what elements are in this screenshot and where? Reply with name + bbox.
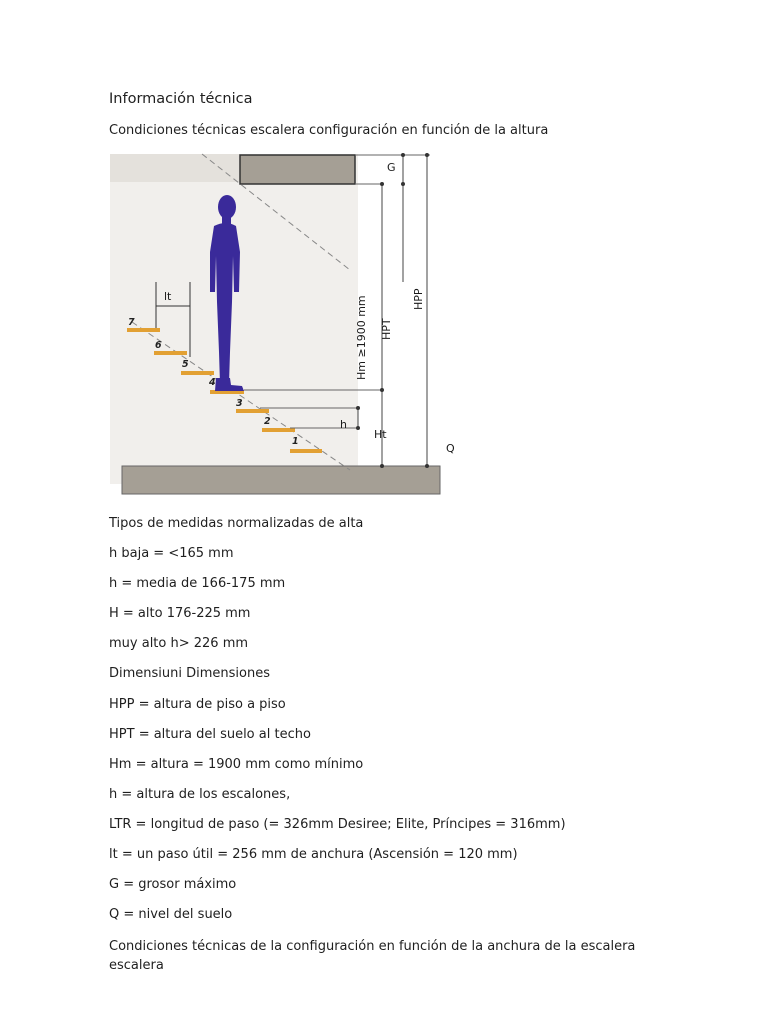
text-line: HPP = altura de piso a piso <box>109 697 286 712</box>
step-number-1: 1 <box>292 436 299 447</box>
ht-label: Ht <box>374 428 387 441</box>
text-line: Q = nivel del suelo <box>109 907 233 922</box>
stair-diagram <box>110 152 455 497</box>
page-title: Información técnica <box>109 91 253 107</box>
g-dimension-dot <box>401 153 405 157</box>
hpp-dimension-dot <box>425 153 429 157</box>
ht-dimension-dot <box>380 464 384 468</box>
step-number-4: 4 <box>209 377 216 388</box>
upper-slab <box>240 155 355 184</box>
hpt-dimension-dot <box>380 182 384 186</box>
text-line: lt = un paso útil = 256 mm de anchura (Ascensión = 120 mm) <box>109 847 518 862</box>
final-paragraph: Condiciones técnicas de la configuración en función de la anchura de la escalera escalera <box>109 939 636 973</box>
hpt-label: HPT <box>380 318 393 340</box>
floor-slab <box>122 466 440 494</box>
text-line: HPT = altura del suelo al techo <box>109 727 311 742</box>
text-line: G = grosor máximo <box>109 877 237 892</box>
step-tread-3 <box>236 409 269 413</box>
step-tread-2 <box>262 428 295 432</box>
step-tread-1 <box>290 449 322 453</box>
q-label: Q <box>446 442 455 455</box>
h-dimension-dot <box>356 426 360 430</box>
section-subtitle: Condiciones técnicas escalera configuración en función de la altura <box>109 123 549 138</box>
hm-dimension-dot <box>380 388 384 392</box>
text-line: h = media de 166-175 mm <box>109 576 286 591</box>
g-dimension-dot <box>401 182 405 186</box>
step-tread-6 <box>154 351 187 355</box>
h-label: h <box>340 418 347 431</box>
text-line: h baja = <165 mm <box>109 546 234 561</box>
lt-label: lt <box>164 290 172 303</box>
g-label: G <box>387 161 396 174</box>
step-tread-7 <box>127 328 160 332</box>
text-line: Hm = altura = 1900 mm como mínimo <box>109 757 364 772</box>
hpp-label: HPP <box>412 288 425 310</box>
hm-label: Hm ≥1900 mm <box>355 295 368 380</box>
h-dimension-dot <box>356 406 360 410</box>
step-number-7: 7 <box>128 317 135 328</box>
text-line: Tipos de medidas normalizadas de alta <box>109 516 364 531</box>
text-line: Dimensiuni Dimensiones <box>109 666 271 681</box>
step-number-3: 3 <box>236 398 243 409</box>
text-line: muy alto h> 226 mm <box>109 636 249 651</box>
step-number-2: 2 <box>264 416 271 427</box>
hpp-dimension-dot <box>425 464 429 468</box>
text-line: H = alto 176-225 mm <box>109 606 251 621</box>
text-line: h = altura de los escalones, <box>109 787 291 802</box>
step-tread-5 <box>181 371 214 375</box>
text-line: LTR = longitud de paso (= 326mm Desiree; Elite, Príncipes = 316mm) <box>109 817 566 832</box>
step-number-6: 6 <box>155 340 162 351</box>
step-number-5: 5 <box>182 359 189 370</box>
